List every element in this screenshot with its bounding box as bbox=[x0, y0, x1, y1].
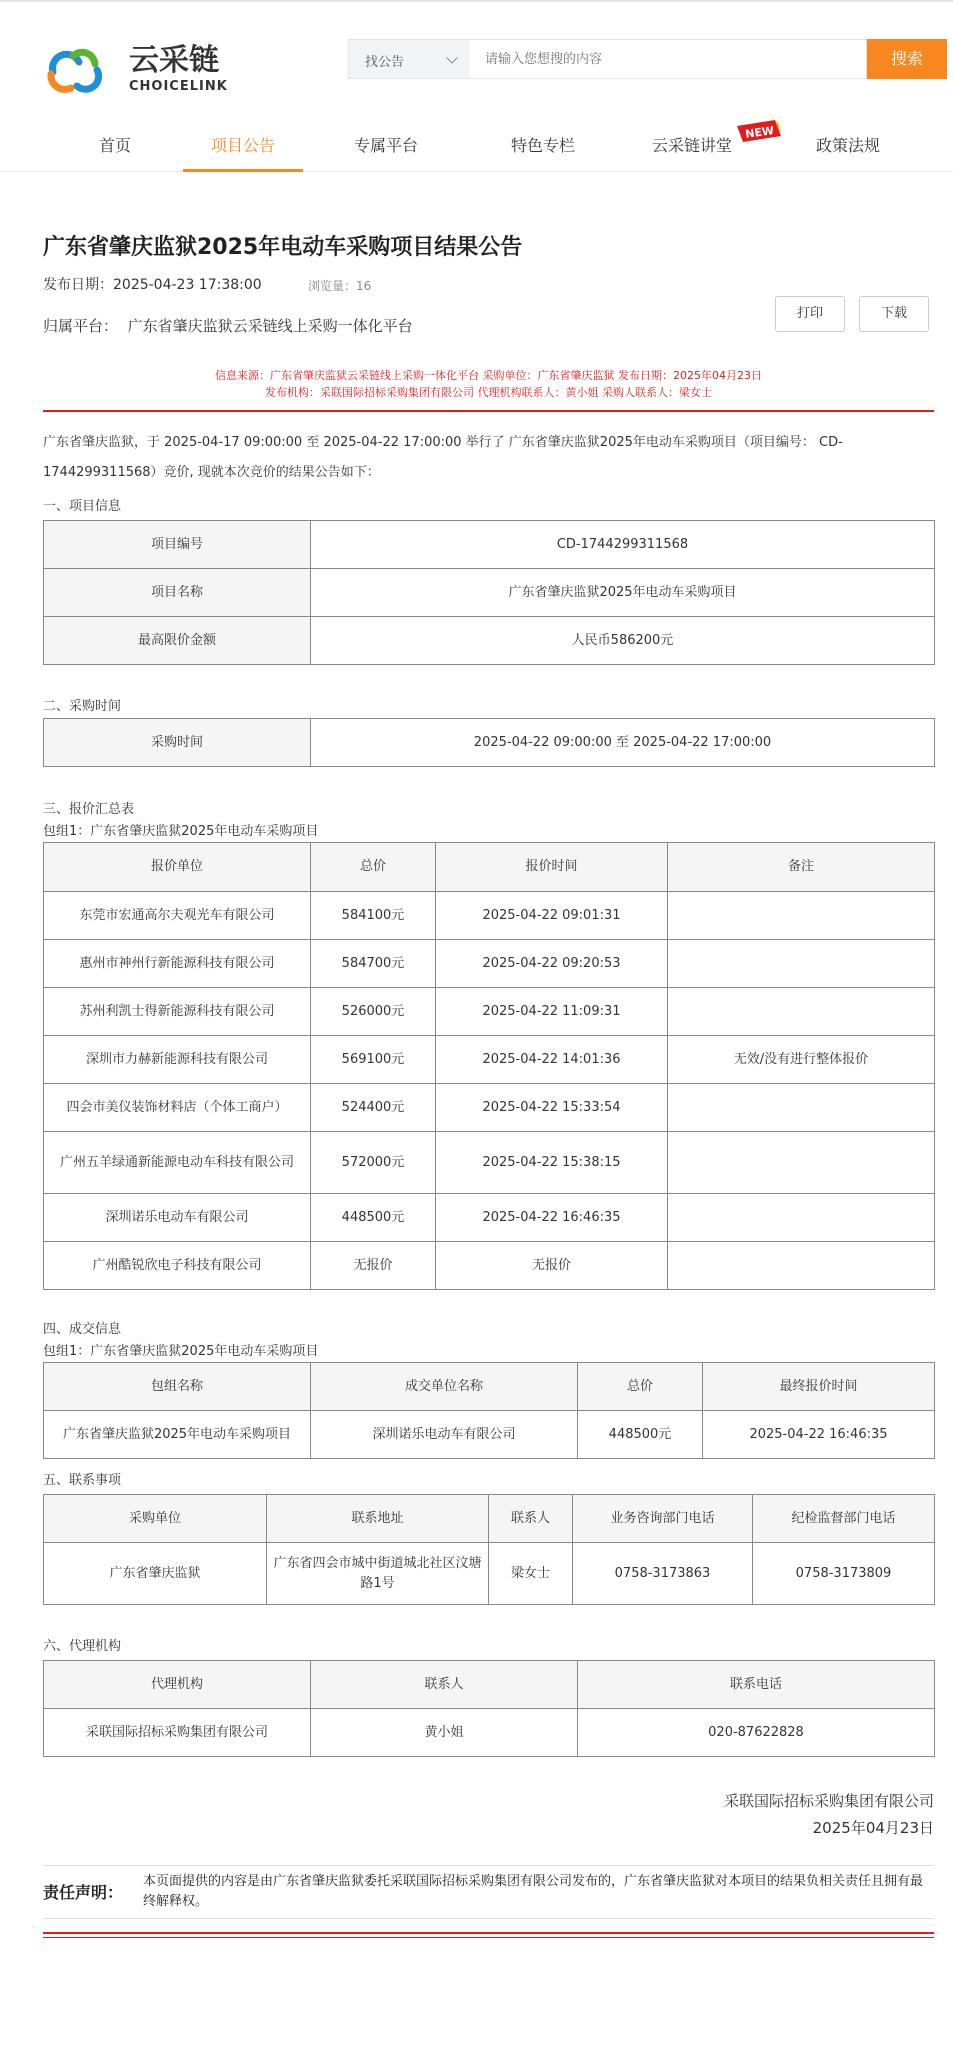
table-cell: 572000元 bbox=[311, 1132, 436, 1194]
column-header: 报价时间 bbox=[436, 843, 668, 892]
table-cell-value: 广东省肇庆监狱2025年电动车采购项目 bbox=[311, 569, 935, 617]
nav-item-home[interactable]: 首页 bbox=[98, 136, 131, 155]
table-cell: 2025-04-22 14:01:36 bbox=[436, 1036, 668, 1084]
table-row bbox=[44, 1084, 935, 1132]
table-row bbox=[44, 617, 935, 665]
table-cell bbox=[668, 988, 935, 1036]
table-header-row bbox=[44, 843, 935, 892]
table-row bbox=[44, 892, 935, 940]
platform-value: 广东省肇庆监狱云采链线上采购一体化平台 bbox=[127, 317, 413, 335]
table-cell: 448500元 bbox=[578, 1411, 703, 1459]
column-header: 成交单位名称 bbox=[311, 1363, 578, 1411]
signature-org: 采联国际招标采购集团有限公司 bbox=[723, 1792, 934, 1810]
table-row bbox=[44, 940, 935, 988]
search-category-label: 找公告 bbox=[365, 55, 405, 70]
platform-info bbox=[43, 315, 413, 336]
table-cell: 梁女士 bbox=[489, 1543, 573, 1605]
red-divider bbox=[43, 410, 934, 412]
publish-date bbox=[43, 274, 262, 294]
disclaimer bbox=[43, 1865, 934, 1919]
table-cell: 0758-3173809 bbox=[753, 1543, 935, 1605]
table-row bbox=[44, 1132, 935, 1194]
publish-date-label: 发布日期： bbox=[43, 277, 113, 293]
info-source-line-1: 信息来源：广东省肇庆监狱云采链线上采购一体化平台 采购单位：广东省肇庆监狱 发布日期：2025年04月23日 bbox=[215, 369, 762, 382]
signature-date: 2025年04月23日 bbox=[812, 1819, 934, 1837]
table-cell-label: 采购时间 bbox=[44, 719, 311, 767]
table-cell: 584100元 bbox=[311, 892, 436, 940]
table-cell-value: CD-1744299311568 bbox=[311, 521, 935, 569]
purchase-time-table bbox=[43, 718, 935, 767]
brand-name: 云采链 bbox=[129, 43, 219, 78]
table-row bbox=[44, 988, 935, 1036]
table-cell: 深圳诺乐电动车有限公司 bbox=[44, 1194, 311, 1242]
info-source-line-2: 发布机构：采联国际招标采购集团有限公司 代理机构联系人：黄小姐 采购人联系人：梁女士 bbox=[265, 386, 712, 399]
section-title-contacts: 五、联系事项 bbox=[43, 1473, 122, 1488]
contacts-table bbox=[43, 1494, 935, 1605]
table-cell: 采联国际招标采购集团有限公司 bbox=[44, 1709, 311, 1757]
column-header: 包组名称 bbox=[44, 1363, 311, 1411]
column-header: 联系电话 bbox=[578, 1661, 935, 1709]
section-title-project-info: 一、项目信息 bbox=[43, 499, 122, 514]
column-header: 采购单位 bbox=[44, 1495, 267, 1543]
table-cell-label: 项目编号 bbox=[44, 521, 311, 569]
table-cell bbox=[668, 892, 935, 940]
column-header: 联系人 bbox=[489, 1495, 573, 1543]
table-cell: 广州五羊绿通新能源电动车科技有限公司 bbox=[44, 1132, 311, 1194]
view-count-label: 浏览量： bbox=[308, 279, 357, 293]
chevron-down-icon bbox=[446, 52, 457, 63]
table-cell: 2025-04-22 11:09:31 bbox=[436, 988, 668, 1036]
table-cell: 四会市美仪装饰材料店（个体工商户） bbox=[44, 1084, 311, 1132]
red-divider-bottom-2 bbox=[43, 1937, 934, 1938]
column-header: 联系地址 bbox=[267, 1495, 489, 1543]
section-title-quote-summary: 三、报价汇总表 bbox=[43, 802, 135, 817]
nav-item-lecture-hall[interactable]: 云采链讲堂 bbox=[651, 136, 732, 155]
deal-info-table bbox=[43, 1362, 935, 1459]
page-title: 广东省肇庆监狱2025年电动车采购项目结果公告 bbox=[43, 235, 523, 260]
table-cell: 2025-04-22 09:01:31 bbox=[436, 892, 668, 940]
table-cell: 黄小姐 bbox=[311, 1709, 578, 1757]
intro-text: 广东省肇庆监狱，于 2025-04-17 09:00:00 至 2025-04-22 17:00:00 举行了 广东省肇庆监狱2025年电动车采购项目（项目编号： CD-1744299311568）竞价, 现就本次竞价的结果公告如下： bbox=[43, 435, 843, 480]
table-row bbox=[44, 1036, 935, 1084]
column-header: 报价单位 bbox=[44, 843, 311, 892]
table-cell: 广州酷锐欣电子科技有限公司 bbox=[44, 1242, 311, 1290]
column-header: 总价 bbox=[578, 1363, 703, 1411]
table-cell: 020-87622828 bbox=[578, 1709, 935, 1757]
search-category-select[interactable] bbox=[348, 39, 470, 79]
table-row bbox=[44, 1709, 935, 1757]
column-header: 最终报价时间 bbox=[703, 1363, 935, 1411]
table-row bbox=[44, 1411, 935, 1459]
project-info-table bbox=[43, 520, 935, 665]
agency-table bbox=[43, 1660, 935, 1757]
nav-item-special-column[interactable]: 特色专栏 bbox=[510, 136, 575, 155]
table-cell: 584700元 bbox=[311, 940, 436, 988]
search-input[interactable] bbox=[470, 39, 867, 79]
table-header-row bbox=[44, 1661, 935, 1709]
table-cell-value: 2025-04-22 09:00:00 至 2025-04-22 17:00:00 bbox=[311, 719, 935, 767]
red-divider-bottom-1 bbox=[43, 1932, 934, 1934]
table-cell: 2025-04-22 09:20:53 bbox=[436, 940, 668, 988]
table-cell: 深圳诺乐电动车有限公司 bbox=[311, 1411, 578, 1459]
table-cell: 0758-3173863 bbox=[573, 1543, 753, 1605]
table-cell: 526000元 bbox=[311, 988, 436, 1036]
table-cell: 524400元 bbox=[311, 1084, 436, 1132]
choicelink-logo[interactable] bbox=[43, 32, 263, 98]
table-row bbox=[44, 1543, 935, 1605]
deal-group-label: 包组1：广东省肇庆监狱2025年电动车采购项目 bbox=[43, 1344, 319, 1359]
column-header: 代理机构 bbox=[44, 1661, 311, 1709]
column-header: 业务咨询部门电话 bbox=[573, 1495, 753, 1543]
download-button[interactable]: 下载 bbox=[859, 296, 929, 332]
disclaimer-text: 本页面提供的内容是由广东省肇庆监狱委托采联国际招标采购集团有限公司发布的，广东省肇庆监狱对本项目的结果负相关责任且拥有最终解释权。 bbox=[143, 1874, 924, 1909]
table-cell-label: 项目名称 bbox=[44, 569, 311, 617]
nav-item-policy[interactable]: 政策法规 bbox=[815, 136, 880, 155]
column-header: 备注 bbox=[668, 843, 935, 892]
section-title-agency: 六、代理机构 bbox=[43, 1639, 122, 1654]
column-header: 总价 bbox=[311, 843, 436, 892]
table-cell: 东莞市宏通高尔夫观光车有限公司 bbox=[44, 892, 311, 940]
platform-label: 归属平台： bbox=[43, 317, 119, 335]
new-badge-icon bbox=[735, 118, 783, 144]
table-cell: 2025-04-22 16:46:35 bbox=[436, 1194, 668, 1242]
table-cell: 苏州利凯士得新能源科技有限公司 bbox=[44, 988, 311, 1036]
table-cell: 深圳市力赫新能源科技有限公司 bbox=[44, 1036, 311, 1084]
table-cell: 广东省四会市城中街道城北社区汶塘路1号 bbox=[267, 1543, 489, 1605]
table-row bbox=[44, 521, 935, 569]
brand-sub: CHOICELINK bbox=[129, 79, 228, 94]
quote-group-label: 包组1：广东省肇庆监狱2025年电动车采购项目 bbox=[43, 824, 319, 839]
table-cell: 广东省肇庆监狱2025年电动车采购项目 bbox=[44, 1411, 311, 1459]
column-header: 联系人 bbox=[311, 1661, 578, 1709]
quote-summary-table bbox=[43, 842, 935, 1290]
table-cell bbox=[668, 1242, 935, 1290]
table-cell-label: 最高限价金额 bbox=[44, 617, 311, 665]
site-header bbox=[0, 2, 953, 172]
nav-item-exclusive-platform[interactable]: 专属平台 bbox=[353, 136, 418, 155]
nav-item-announcements[interactable]: 项目公告 bbox=[183, 128, 303, 172]
table-cell-value: 人民币586200元 bbox=[311, 617, 935, 665]
disclaimer-title: 责任声明： bbox=[43, 1883, 124, 1902]
table-cell: 448500元 bbox=[311, 1194, 436, 1242]
search-button[interactable]: 搜索 bbox=[867, 39, 947, 79]
table-cell: 无效/没有进行整体报价 bbox=[668, 1036, 935, 1084]
view-count bbox=[308, 277, 371, 294]
table-cell: 2025-04-22 16:46:35 bbox=[703, 1411, 935, 1459]
table-cell bbox=[668, 1084, 935, 1132]
table-cell bbox=[668, 1132, 935, 1194]
print-button[interactable]: 打印 bbox=[775, 296, 845, 332]
table-row bbox=[44, 569, 935, 617]
table-cell: 无报价 bbox=[436, 1242, 668, 1290]
table-cell: 无报价 bbox=[311, 1242, 436, 1290]
column-header: 纪检监督部门电话 bbox=[753, 1495, 935, 1543]
view-count-value: 16 bbox=[356, 279, 372, 293]
table-row bbox=[44, 719, 935, 767]
section-title-deal-info: 四、成交信息 bbox=[43, 1322, 122, 1337]
table-cell bbox=[668, 1194, 935, 1242]
table-row bbox=[44, 1242, 935, 1290]
table-cell: 2025-04-22 15:33:54 bbox=[436, 1084, 668, 1132]
table-cell: 569100元 bbox=[311, 1036, 436, 1084]
new-badge-text: NEW bbox=[744, 123, 775, 141]
table-cell: 广东省肇庆监狱 bbox=[44, 1543, 267, 1605]
section-title-purchase-time: 二、采购时间 bbox=[43, 699, 122, 714]
table-cell: 惠州市神州行新能源科技有限公司 bbox=[44, 940, 311, 988]
table-cell bbox=[668, 940, 935, 988]
table-cell: 2025-04-22 15:38:15 bbox=[436, 1132, 668, 1194]
info-source bbox=[43, 367, 934, 401]
publish-date-value: 2025-04-23 17:38:00 bbox=[113, 277, 262, 293]
table-row bbox=[44, 1194, 935, 1242]
table-header-row bbox=[44, 1363, 935, 1411]
table-header-row bbox=[44, 1495, 935, 1543]
